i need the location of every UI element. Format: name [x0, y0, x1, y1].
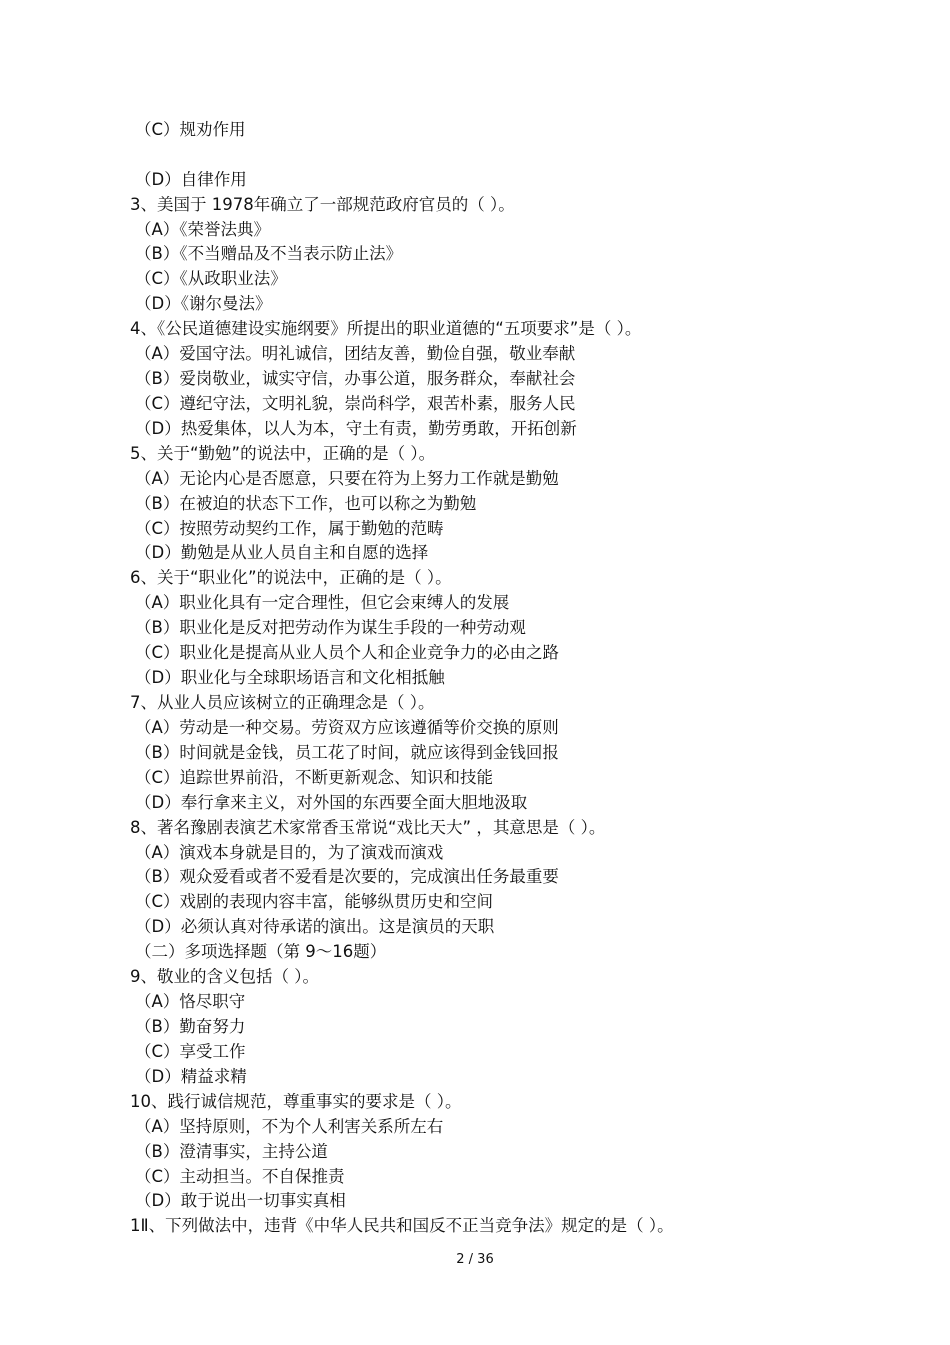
- option-line: （C）主动担当。不自保推责: [135, 1167, 345, 1186]
- question-line: 7、从业人员应该树立的正确理念是（ ）。: [130, 693, 435, 712]
- option-line: （D）奉行拿来主义，对外国的东西要全面大胆地汲取: [135, 793, 528, 812]
- option-line: （D）热爱集体，以人为本，守土有责，勤劳勇敢，开拓创新: [135, 419, 577, 438]
- option-line: （B）澄清事实，主持公道: [135, 1142, 328, 1161]
- option-line: （B）时间就是金钱，员工花了时间，就应该得到金钱回报: [135, 743, 559, 762]
- option-line: （C）《从政职业法》: [135, 269, 287, 288]
- option-line: （D）自律作用: [135, 170, 247, 189]
- option-line: （C）戏剧的表现内容丰富，能够纵贯历史和空间: [135, 892, 494, 911]
- question-line: 3、美国于 1978年确立了一部规范政府官员的（ ）。: [130, 195, 515, 214]
- option-line: （D）精益求精: [135, 1067, 247, 1086]
- option-line: （A）坚持原则，不为个人利害关系所左右: [135, 1117, 444, 1136]
- option-line: （C）遵纪守法，文明礼貌，崇尚科学，艰苦朴素，服务人民: [135, 394, 576, 413]
- question-line: 8、著名豫剧表演艺术家常香玉常说“戏比天大” ，其意思是（ ）。: [130, 818, 606, 837]
- page-number: 2 / 36: [456, 1252, 494, 1267]
- option-line: （B）爱岗敬业，诚实守信，办事公道，服务群众，奉献社会: [135, 369, 576, 388]
- option-line: （D）《谢尔曼法》: [135, 294, 272, 313]
- option-line: （B）勤奋努力: [135, 1017, 246, 1036]
- option-line: （D）职业化与全球职场语言和文化相抵触: [135, 668, 445, 687]
- option-line: （B）在被迫的状态下工作，也可以称之为勤勉: [135, 494, 477, 513]
- option-line: （B）《不当赠品及不当表示防止法》: [135, 244, 403, 263]
- section-heading: （二）多项选择题（第 9～16题）: [135, 942, 387, 961]
- option-line: （A）劳动是一种交易。劳资双方应该遵循等价交换的原则: [135, 718, 559, 737]
- question-line: 4、《公民道德建设实施纲要》所提出的职业道德的“五项要求”是（ ）。: [130, 319, 642, 338]
- option-line: （B）职业化是反对把劳动作为谋生手段的一种劳动观: [135, 618, 526, 637]
- question-line: 5、关于“勤勉”的说法中，正确的是（ ）。: [130, 444, 436, 463]
- option-line: （A）无论内心是否愿意，只要在符为上努力工作就是勤勉: [135, 469, 559, 488]
- option-line: （C）规劝作用: [135, 120, 246, 139]
- option-line: （A）职业化具有一定合理性，但它会束缚人的发展: [135, 593, 510, 612]
- question-line: 10、践行诚信规范，尊重事实的要求是（ ）。: [130, 1092, 462, 1111]
- question-line: 9、敬业的含义包括（ ）。: [130, 967, 319, 986]
- option-line: （D）勤勉是从业人员自主和自愿的选择: [135, 543, 429, 562]
- option-line: （A）爱国守法。明礼诚信，团结友善，勤俭自强，敬业奉献: [135, 344, 576, 363]
- option-line: （A）演戏本身就是目的，为了演戏而演戏: [135, 843, 444, 862]
- question-line: 6、关于“职业化”的说法中，正确的是（ ）。: [130, 568, 452, 587]
- option-line: （D）敢于说出一切事实真相: [135, 1191, 346, 1210]
- option-line: （B）观众爱看或者不爱看是次要的，完成演出任务最重要: [135, 867, 559, 886]
- question-line: 1Ⅱ、下列做法中，违背《中华人民共和国反不正当竞争法》规定的是（ ）。: [130, 1216, 674, 1235]
- option-line: （A）《荣誉法典》: [135, 220, 271, 239]
- option-line: （A）恪尽职守: [135, 992, 246, 1011]
- option-line: （C）追踪世界前沿，不断更新观念、知识和技能: [135, 768, 494, 787]
- option-line: （C）按照劳动契约工作，属于勤勉的范畴: [135, 519, 444, 538]
- option-line: （C）职业化是提高从业人员个人和企业竞争力的必由之路: [135, 643, 560, 662]
- option-line: （C）享受工作: [135, 1042, 246, 1061]
- option-line: （D）必须认真对待承诺的演出。这是演员的天职: [135, 917, 495, 936]
